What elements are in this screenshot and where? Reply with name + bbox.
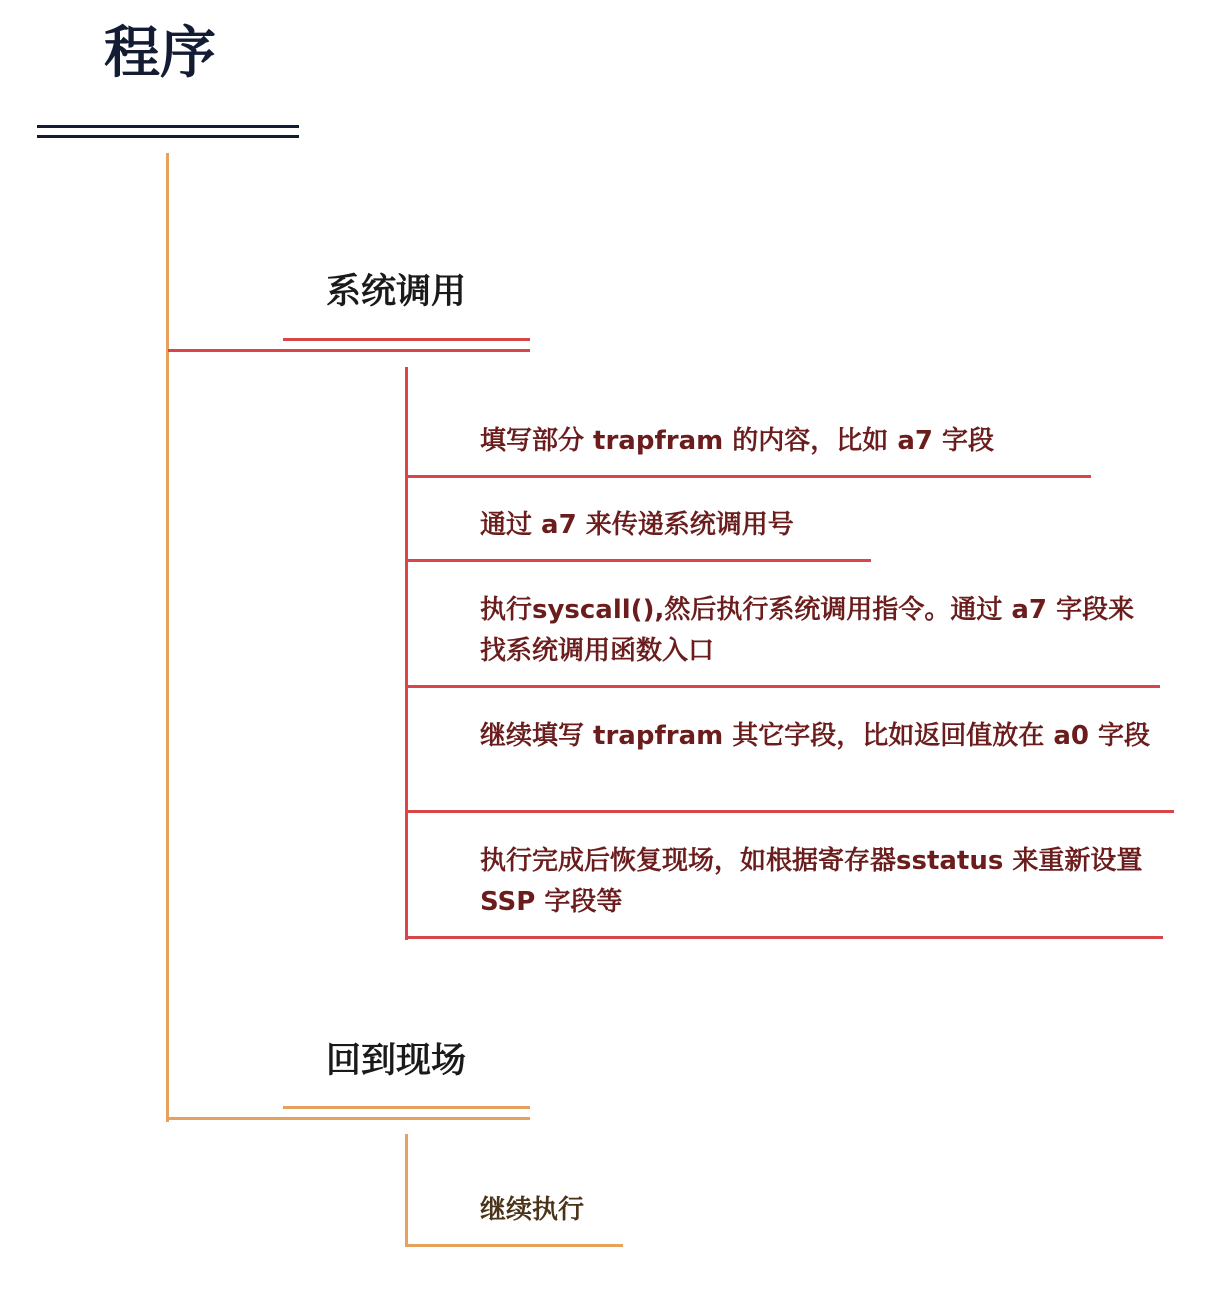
leaf-item-continue-execution: 继续执行 (480, 1195, 585, 1225)
branch-2-underline-bottom (166, 1117, 530, 1120)
leaf-item-fill-trapframe: 填写部分 trapfram 的内容，比如 a7 字段 (480, 426, 995, 456)
leaf-1-underline (405, 475, 1091, 478)
branch-2-connector (405, 1134, 408, 1247)
root-underline-top (37, 125, 299, 128)
leaf-item-execute-syscall: 执行syscall(),然后执行系统调用指令。通过 a7 字段来找系统调用函数入口 (480, 595, 1135, 666)
leaf-item-fill-return-value: 继续填写 trapfram 其它字段，比如返回值放在 a0 字段 (480, 721, 1151, 751)
leaf-item-restore-context: 执行完成后恢复现场，如根据寄存器sstatus 来重新设置 SSP 字段等 (480, 846, 1143, 917)
leaf-6-underline (405, 1244, 623, 1247)
root-underline-bottom (37, 135, 299, 138)
branch-1-connector (405, 367, 408, 940)
branch-2-underline-top (283, 1106, 530, 1109)
branch-1-underline-bottom (168, 349, 530, 352)
leaf-5-underline (405, 936, 1163, 939)
branch-title-return-context: 回到现场 (326, 1041, 467, 1081)
branch-title-system-call: 系统调用 (326, 272, 467, 312)
root-title: 程序 (104, 21, 216, 86)
leaf-4-underline (405, 810, 1174, 813)
leaf-2-underline (405, 559, 871, 562)
main-trunk-connector (166, 153, 169, 1122)
leaf-3-underline (405, 685, 1160, 688)
leaf-item-pass-syscall-number: 通过 a7 来传递系统调用号 (480, 510, 794, 540)
branch-1-underline-top (283, 338, 530, 341)
